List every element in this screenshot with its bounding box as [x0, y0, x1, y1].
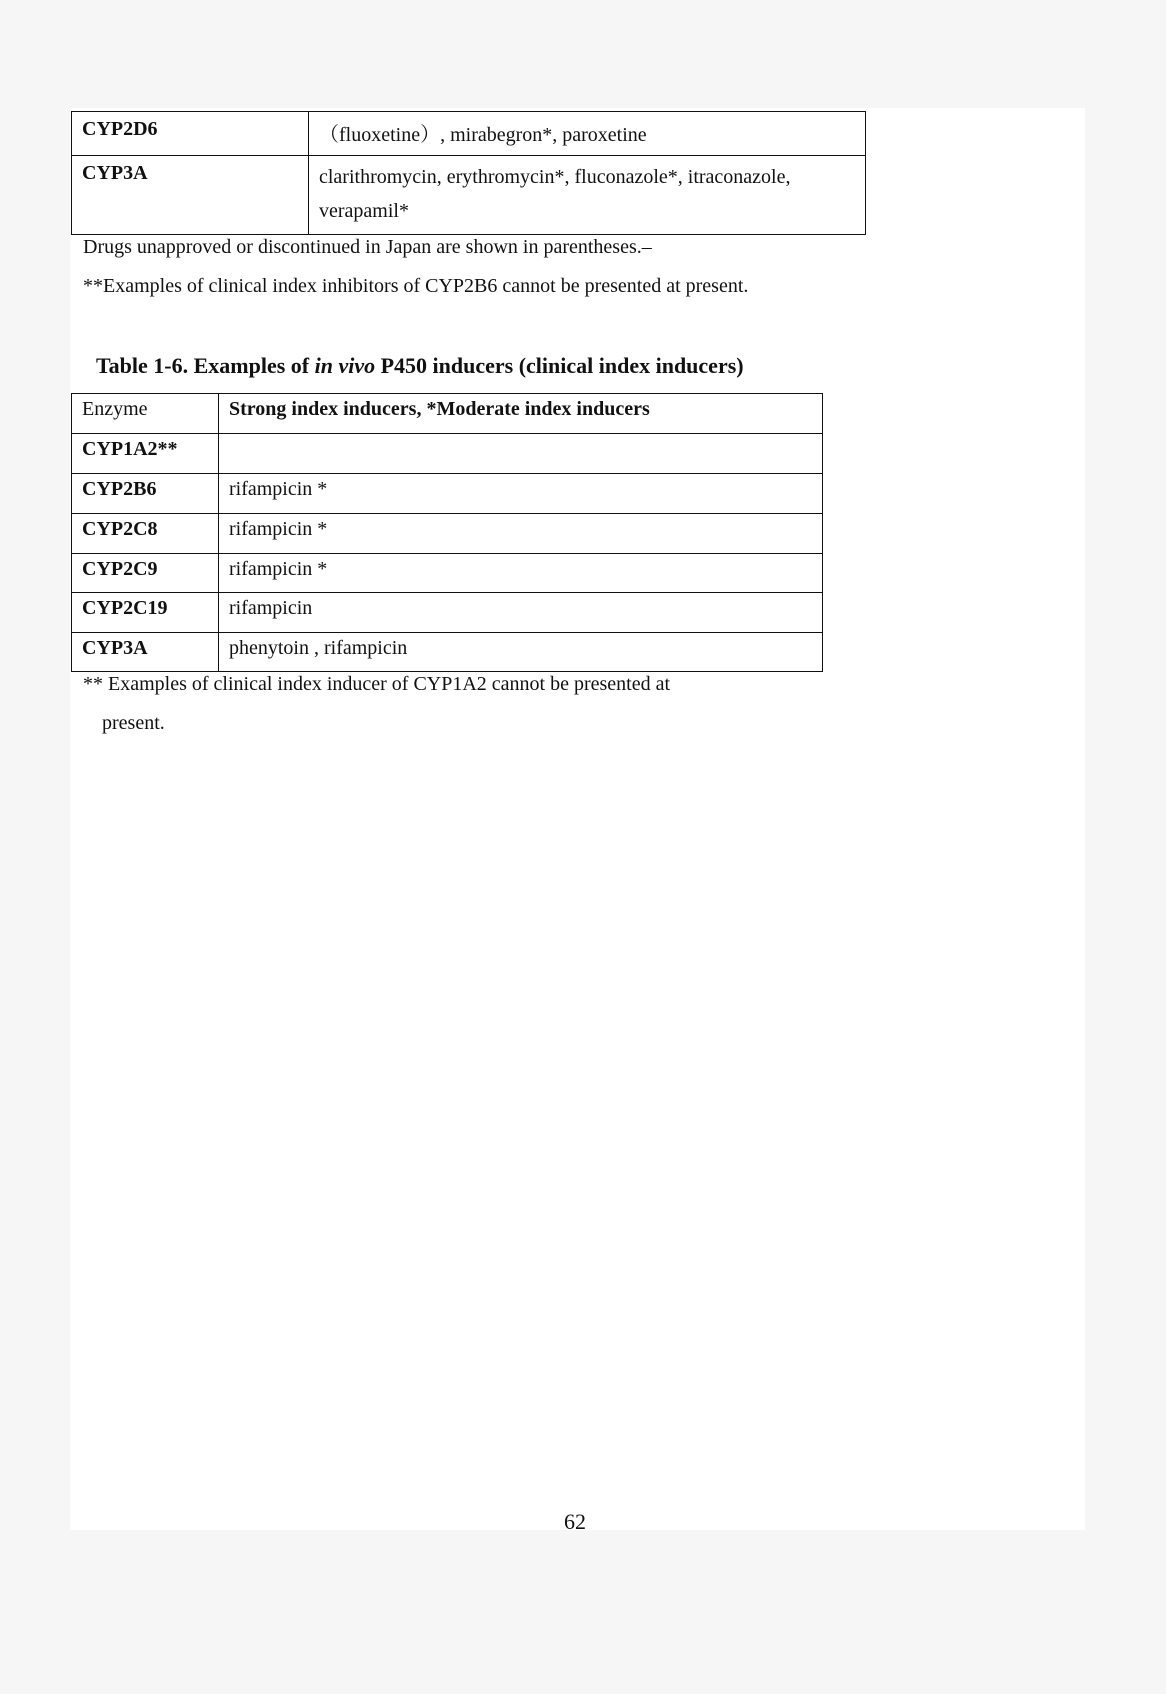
document-page	[70, 108, 1085, 1530]
drugs-cell: rifampicin *	[219, 474, 823, 514]
inhibitors-table-continued	[71, 111, 866, 235]
table-row	[72, 474, 823, 514]
footnote: **Examples of clinical index inhibitors of CYP2B6 cannot be presented at present.	[83, 275, 749, 297]
inducers-table	[71, 393, 823, 672]
drugs-cell-line: clarithromycin, erythromycin*, fluconazole*, itraconazole,	[319, 166, 791, 188]
table-row	[72, 514, 823, 554]
drugs-cell: rifampicin *	[219, 554, 823, 593]
footnote-continued: present.	[102, 712, 165, 734]
title-text: Table 1-6. Examples of	[96, 353, 315, 378]
enzyme-cell: CYP2C19	[72, 593, 219, 633]
drugs-cell: rifampicin	[219, 593, 823, 633]
table-row	[72, 112, 866, 156]
footnote: Drugs unapproved or discontinued in Japan are shown in parentheses.–	[83, 236, 652, 258]
table-row	[72, 554, 823, 593]
title-italic: in vivo	[314, 353, 376, 378]
page-number: 62	[564, 1509, 586, 1534]
header-drugs: Strong index inducers, *Moderate index inducers	[219, 394, 823, 434]
drugs-cell: （fluoxetine）, mirabegron*, paroxetine	[309, 112, 866, 156]
drugs-cell: phenytoin , rifampicin	[219, 633, 823, 672]
table-row	[72, 434, 823, 474]
header-enzyme: Enzyme	[72, 394, 219, 434]
title-text: P450 inducers (clinical index inducers)	[375, 353, 744, 378]
enzyme-cell: CYP2B6	[72, 474, 219, 514]
table-title	[96, 353, 744, 379]
footnote: ** Examples of clinical index inducer of CYP1A2 cannot be presented at	[83, 673, 671, 695]
drugs-cell-line: verapamil*	[319, 200, 409, 222]
enzyme-cell: CYP3A	[72, 633, 219, 672]
table-row	[72, 593, 823, 633]
enzyme-cell: CYP3A	[72, 156, 309, 235]
enzyme-cell: CYP2D6	[72, 112, 309, 156]
enzyme-cell: CYP2C8	[72, 514, 219, 554]
table-row	[72, 156, 866, 235]
drugs-cell	[219, 434, 823, 474]
drugs-cell: rifampicin *	[219, 514, 823, 554]
enzyme-cell: CYP1A2**	[72, 434, 219, 474]
table-row	[72, 633, 823, 672]
table-header-row	[72, 394, 823, 434]
enzyme-cell: CYP2C9	[72, 554, 219, 593]
